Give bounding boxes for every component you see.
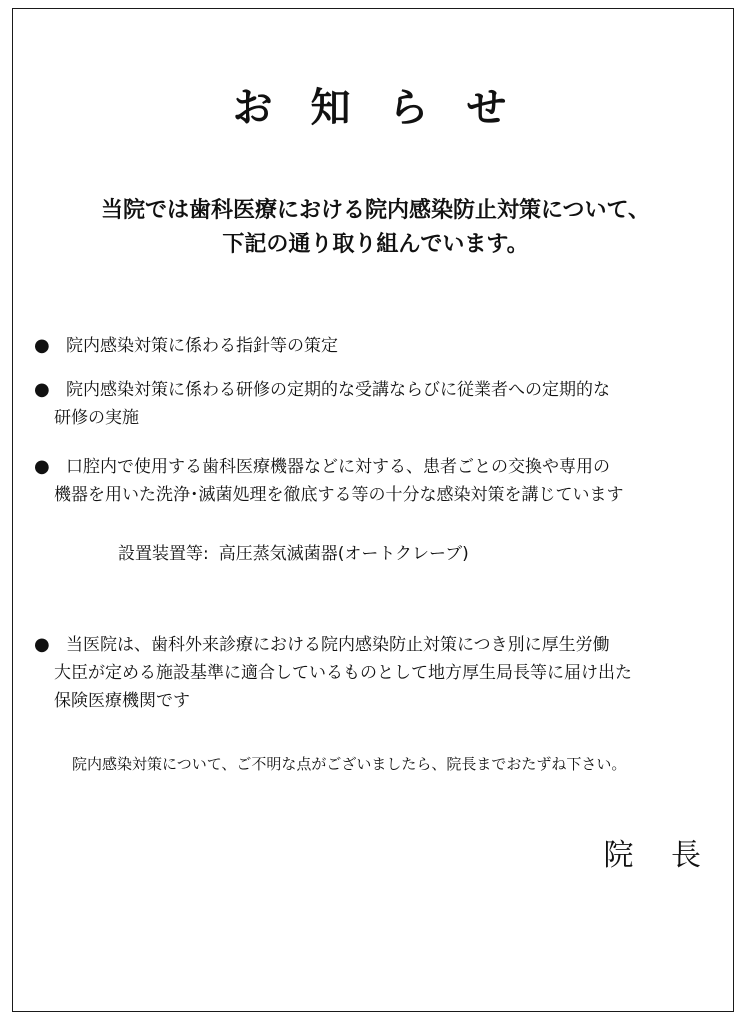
equipment-label: 設置装置等: <box>118 544 209 564</box>
intro-line: 当院では歯科医療における院内感染防止対策について、 <box>100 198 651 223</box>
bullet-text: 大臣が定める施設基準に適合しているものとして地方厚生局長等に届け出た <box>54 663 632 683</box>
bullet-dot-icon: ● <box>34 456 50 477</box>
equipment-line <box>118 540 469 568</box>
bullet-text: 当医院は、歯科外来診療における院内感染防止対策につき別に厚生労働 <box>66 635 610 655</box>
bullet-item-facility-standard <box>34 631 724 715</box>
bullet-text: 院内感染対策に係わる研修の定期的な受講ならびに従業者への定期的な <box>66 380 610 400</box>
notice-title: お 知 ら せ <box>232 85 519 131</box>
bullet-item-sterilization <box>34 453 724 509</box>
signature: 院 長 <box>603 838 715 873</box>
bullet-text: 院内感染対策に係わる指針等の策定 <box>66 336 338 356</box>
bullet-text: 研修の実施 <box>54 408 139 428</box>
bullet-text: 機器を用いた洗浄･滅菌処理を徹底する等の十分な感染対策を講じています <box>54 485 624 505</box>
bullet-text: 保険医療機関です <box>54 691 190 711</box>
bullet-dot-icon: ● <box>34 335 50 356</box>
bullet-item-training <box>34 376 724 432</box>
bullet-dot-icon: ● <box>34 379 50 400</box>
inquiry-note: 院内感染対策について、ご不明な点がございましたら、院長までおたずね下さい。 <box>72 755 627 773</box>
bullet-dot-icon: ● <box>34 634 50 655</box>
intro-text <box>0 194 751 262</box>
bullet-item-guidelines <box>34 332 724 360</box>
intro-line: 下記の通り取り組んでいます。 <box>222 232 529 257</box>
equipment-value: 高圧蒸気滅菌器(オートクレーブ) <box>218 544 469 564</box>
bullet-text: 口腔内で使用する歯科医療機器などに対する、患者ごとの交換や専用の <box>66 457 610 477</box>
